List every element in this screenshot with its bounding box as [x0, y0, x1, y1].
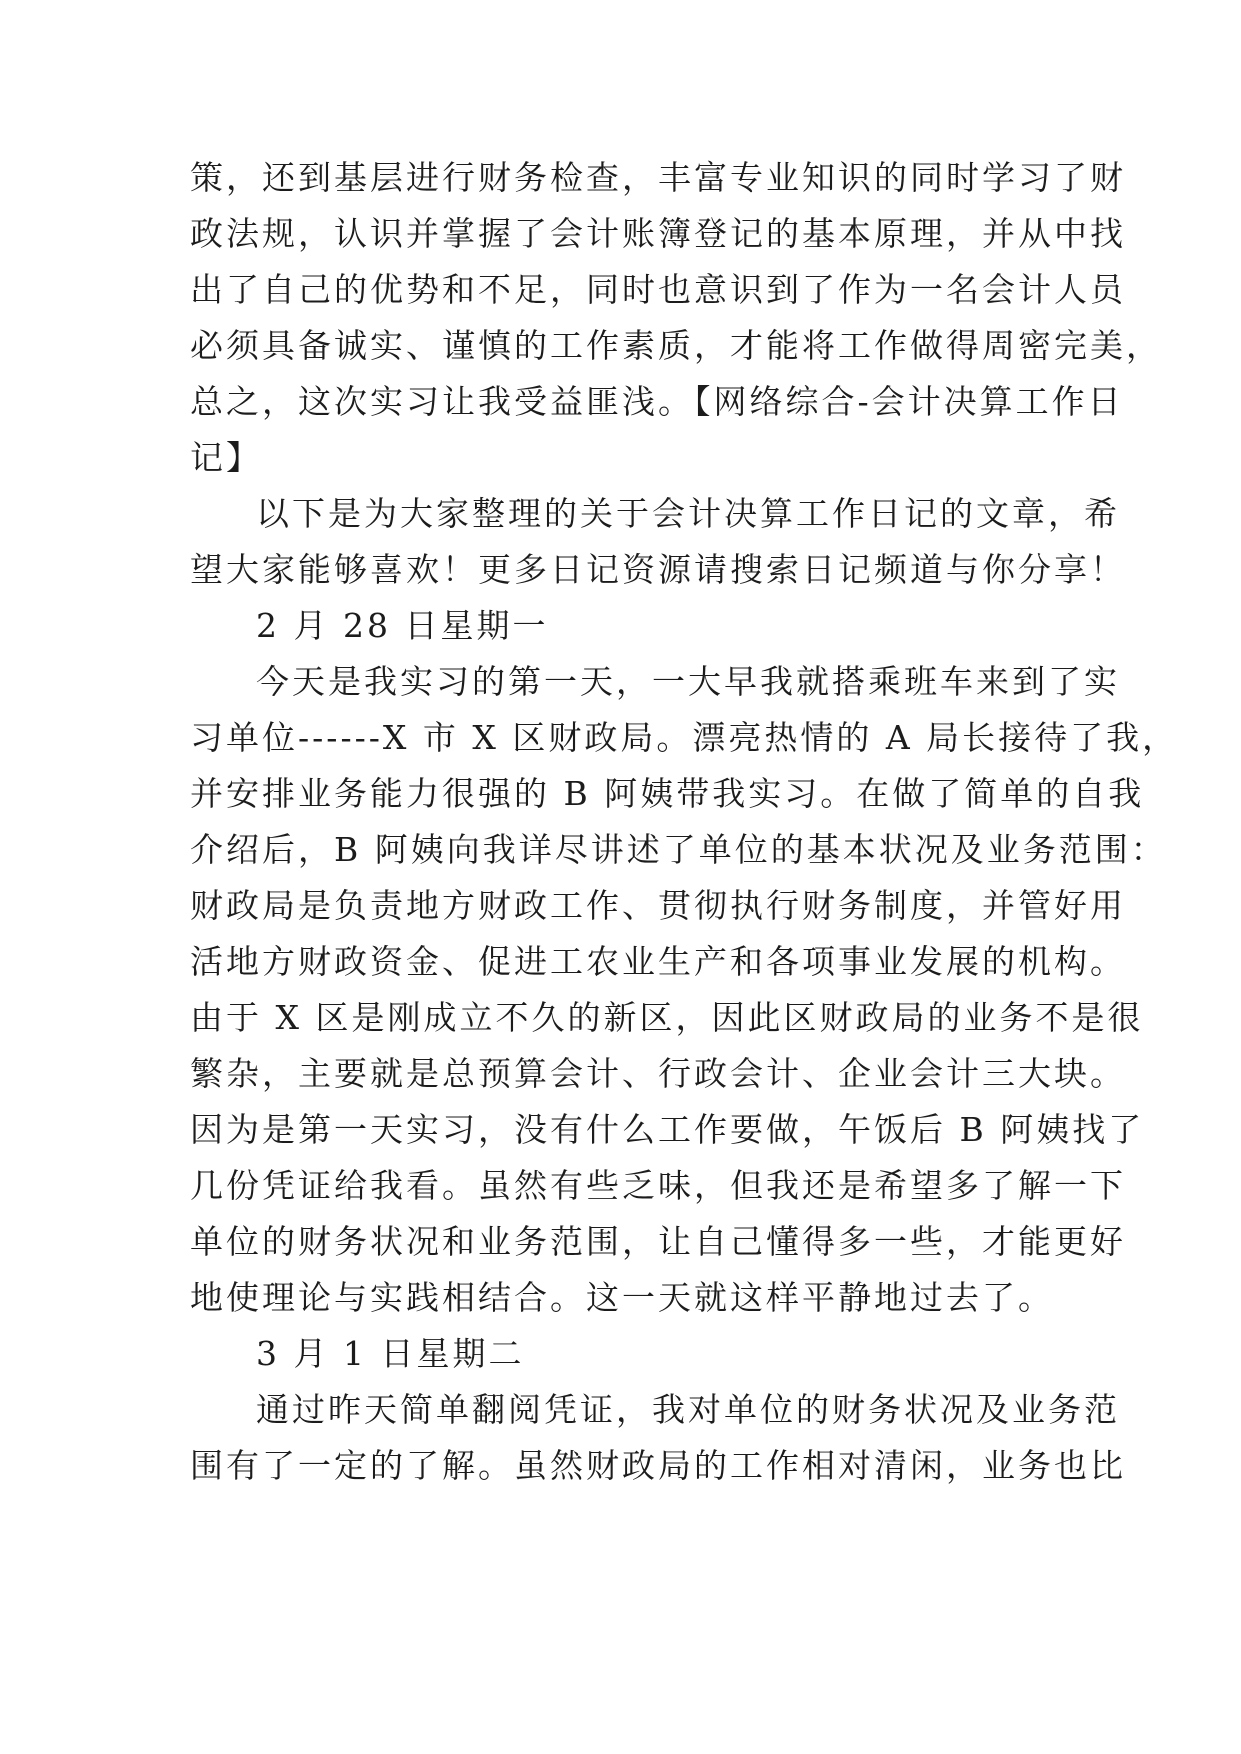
text-line: 活地方财政资金、促进工农业生产和各项事业发展的机构。 — [190, 942, 1126, 981]
text-line: 习单位------X 市 X 区财政局。漂亮热情的 A 局长接待了我， — [190, 718, 1179, 757]
text-line: 围有了一定的了解。虽然财政局的工作相对清闲，业务也比 — [190, 1446, 1126, 1485]
text-line: 地使理论与实践相结合。这一天就这样平静地过去了。 — [190, 1278, 1054, 1317]
text-line: 策，还到基层进行财务检查，丰富专业知识的同时学习了财 — [190, 158, 1126, 197]
text-line: 介绍后，B 阿姨向我详尽讲述了单位的基本状况及业务范围： — [190, 830, 1167, 869]
text-line: 政法规，认识并掌握了会计账簿登记的基本原理，并从中找 — [190, 214, 1126, 253]
text-line: 总之，这次实习让我受益匪浅。【网络综合-会计决算工作日 — [190, 382, 1124, 421]
text-line: 并安排业务能力很强的 B 阿姨带我实习。在做了简单的自我 — [190, 774, 1145, 813]
text-line: 记】 — [190, 438, 262, 477]
date-heading: 3 月 1 日星期二 — [256, 1334, 525, 1373]
text-line: 繁杂，主要就是总预算会计、行政会计、企业会计三大块。 — [190, 1054, 1126, 1093]
text-line: 因为是第一天实习，没有什么工作要做，午饭后 B 阿姨找了 — [190, 1110, 1145, 1149]
paragraph-first-line: 通过昨天简单翻阅凭证，我对单位的财务状况及业务范 — [256, 1390, 1120, 1429]
text-line: 财政局是负责地方财政工作、贯彻执行财务制度，并管好用 — [190, 886, 1126, 925]
text-line: 单位的财务状况和业务范围，让自己懂得多一些，才能更好 — [190, 1222, 1126, 1261]
paragraph-first-line: 以下是为大家整理的关于会计决算工作日记的文章，希 — [256, 494, 1120, 533]
text-line: 必须具备诚实、谨慎的工作素质，才能将工作做得周密完美， — [190, 326, 1162, 365]
text-line: 望大家能够喜欢！更多日记资源请搜索日记频道与你分享！ — [190, 550, 1126, 589]
text-line: 由于 X 区是刚成立不久的新区，因此区财政局的业务不是很 — [190, 998, 1144, 1037]
text-line: 出了自己的优势和不足，同时也意识到了作为一名会计人员 — [190, 270, 1126, 309]
paragraph-first-line: 今天是我实习的第一天，一大早我就搭乘班车来到了实 — [256, 662, 1120, 701]
date-heading: 2 月 28 日星期一 — [256, 606, 549, 645]
text-line: 几份凭证给我看。虽然有些乏味，但我还是希望多了解一下 — [190, 1166, 1126, 1205]
